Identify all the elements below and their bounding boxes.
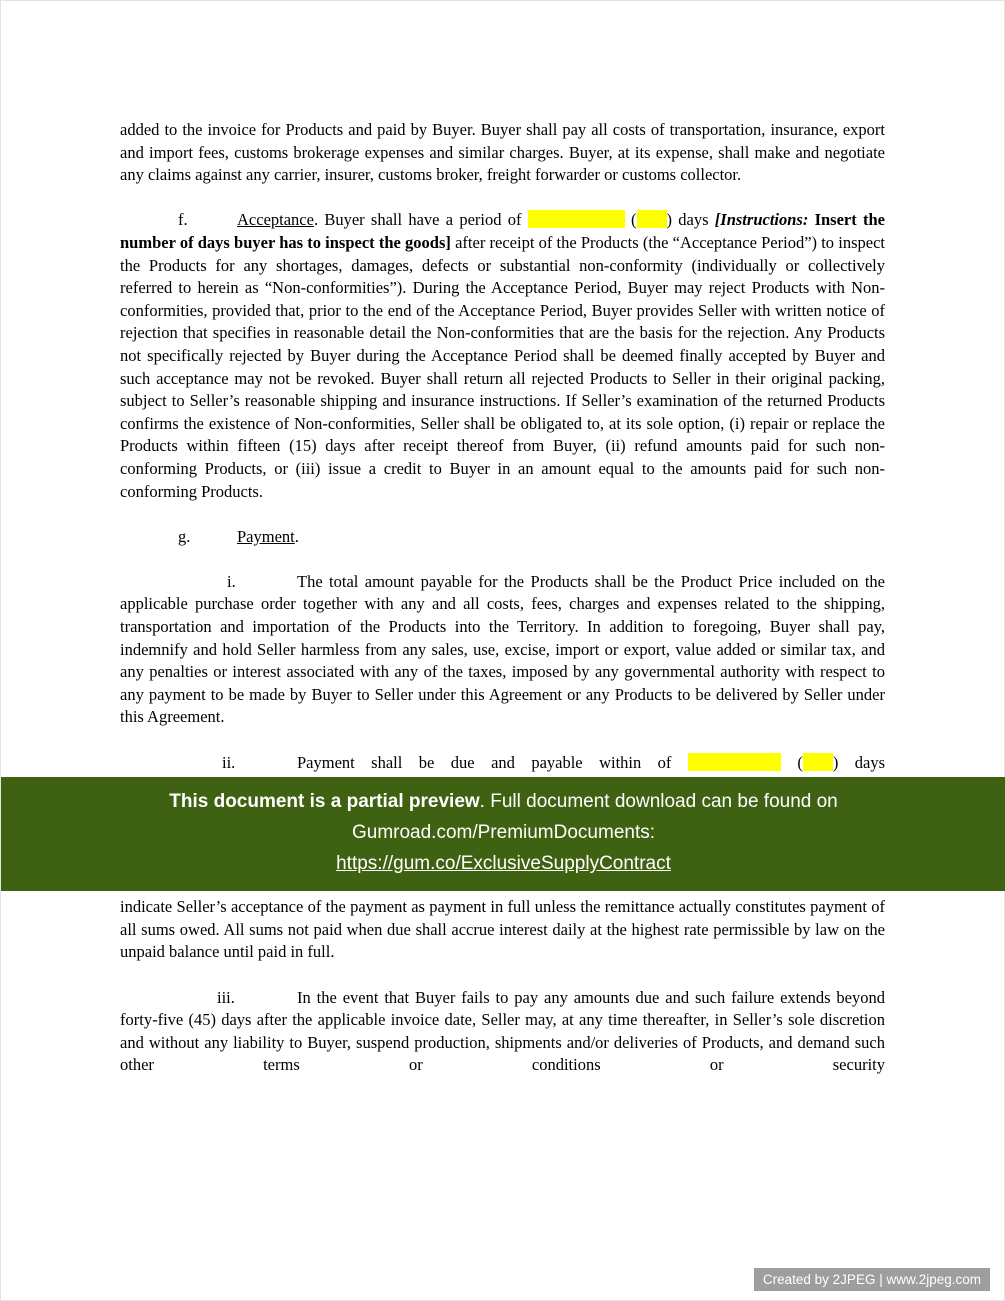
text-run: . Buyer shall have a period of	[313, 210, 528, 230]
text-run: The total amount payable for the Products shall be the Product Price included on the applicable purchase order together with any and all costs, fees, charges and expenses related to the shipping, transportation and importation of the Products into the Territory. In addition to foregoing, Buyer shall pay, indemnify and hold Seller harmless from any sales, use, excise, import or export, value added or similar tax, and any penalties or interest associated with any of the taxes, imposed by any governmental authority with respect to any payment to be made by Buyer to Seller under this Agreement or any Products to be delivered by Seller under this Agreement.	[120, 571, 885, 727]
banner-line-1	[31, 786, 976, 817]
watermark-badge: Created by 2JPEG | www.2jpeg.com	[754, 1268, 990, 1291]
clause-heading-payment: Payment	[237, 526, 295, 546]
text-run: .	[294, 526, 299, 546]
instructions-lead: [Instructions:	[714, 210, 809, 230]
clause-number-i: i.	[227, 571, 236, 591]
text-run: (	[780, 752, 803, 772]
blank-highlight-payment-days-word	[688, 753, 781, 771]
blank-highlight-days-word	[528, 210, 625, 228]
paragraph-payment-heading	[120, 526, 885, 549]
instructions-text: Insert the number of days buyer has to inspect the goods]	[120, 210, 886, 252]
banner-bold-text: This document is a partial preview	[169, 791, 480, 813]
text-run: In the event that Buyer fails to pay any amounts due and such failure extends beyond forty-five (45) days after the applicable invoice date, Seller may, at any time thereafter, in Seller’s sole discretion and without any liability to Buyer, suspend production, shipments and/or deliveries of Products, and demand such other terms or conditions or security	[120, 987, 885, 1075]
paragraph-intro: added to the invoice for Products and paid by Buyer. Buyer shall pay all costs of transportation, insurance, export and import fees, customs brokerage expenses and similar charges. Buyer, at its expense, shall make and negotiate any claims against any carrier, insurer, customs broker, freight forwarder or customs collector.	[120, 120, 885, 185]
gumroad-link[interactable]: https://gum.co/ExclusiveSupplyContract	[336, 853, 671, 875]
text-run: Payment shall be due and payable within of	[297, 752, 688, 772]
clause-letter-g: g.	[178, 526, 191, 546]
clause-number-iii: iii.	[217, 987, 235, 1007]
clause-number-ii: ii.	[222, 752, 236, 772]
paragraph-acceptance	[120, 209, 885, 503]
banner-line-2: Gumroad.com/PremiumDocuments:	[351, 822, 656, 844]
paragraph-payment-i	[120, 571, 885, 729]
text-run: (	[624, 210, 637, 230]
paragraph-payment-ii	[120, 752, 885, 775]
banner-line-3	[31, 848, 976, 879]
text-run: ) days	[666, 210, 715, 230]
preview-banner	[1, 777, 1005, 891]
clause-letter-f: f.	[178, 210, 188, 230]
paragraph-payment-ii-continuation: indicate Seller’s acceptance of the payment as payment in full unless the remittance actually constitutes payment of all sums owed. All sums not paid when due shall accrue interest daily at the highest rate permissible by law on the unpaid balance until paid in full.	[120, 897, 885, 962]
blank-highlight-days-number	[637, 210, 667, 228]
paragraph-payment-iii	[120, 987, 885, 1077]
banner-rest-text: . Full document download can be found on	[479, 791, 838, 813]
clause-heading-acceptance: Acceptance	[237, 210, 314, 230]
blank-highlight-payment-days-number	[803, 753, 833, 771]
document-page	[1, 1, 1004, 1077]
text-run: ) days	[832, 752, 885, 772]
text-run: after receipt of the Products (the “Acceptance Period”) to inspect the Products for any shortages, damages, defects or substantial non-conformity (individually or collectively referred to herein as “Non-conformities”). During the Acceptance Period, Buyer may reject Products with Non-conformities, provided that, prior to the end of the Acceptance Period, Buyer provides Seller with written notice of rejection that specifies in reasonable detail the Non-conformities that are the basis for the rejection. Any Products not specifically rejected by Buyer during the Acceptance Period shall be deemed finally accepted by Buyer and such acceptance may not be revoked. Buyer shall return all rejected Products to Seller in their original packing, subject to Seller’s reasonable shipping and insurance instructions. If Seller’s examination of the returned Products confirms the existence of Non-conformities, Seller shall be obligated to, at its sole option, (i) repair or replace the Products within fifteen (15) days after receipt thereof from Buyer, (ii) refund amounts paid for such non-conforming Products, or (iii) issue a credit to Buyer in an amount equal to the amounts paid for such non-conforming Products.	[120, 232, 885, 501]
